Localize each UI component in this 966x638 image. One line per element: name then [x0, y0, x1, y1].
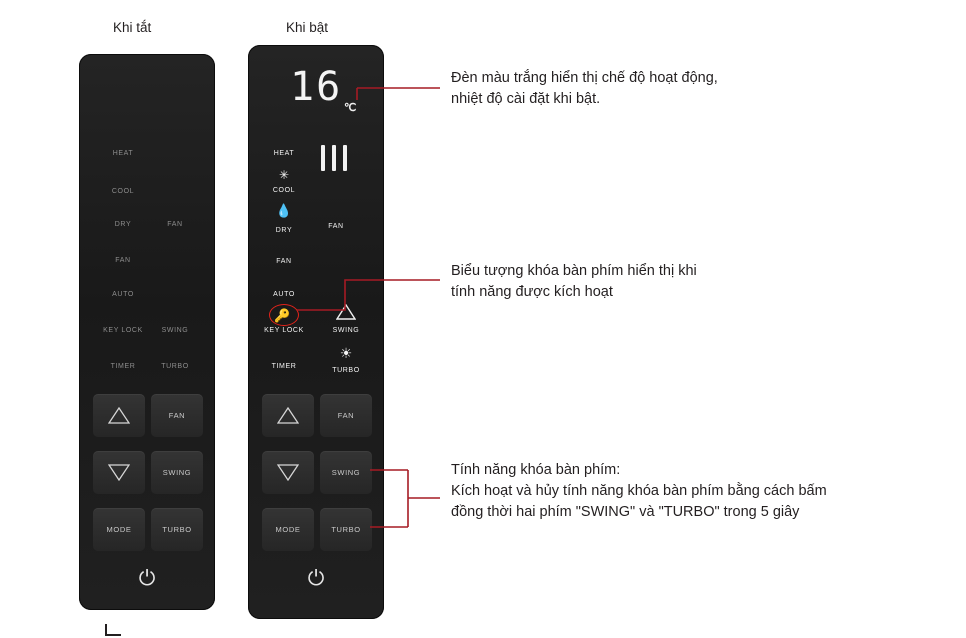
annotation-note-1-line-1: Đèn màu trắng hiển thị chế độ hoạt động,: [451, 70, 718, 86]
annotation-note-2-line-2: tính năng được kích hoạt: [451, 284, 613, 300]
indicator-label-cool: COOL: [111, 188, 135, 195]
fan-speed-bars-icon: [321, 145, 347, 171]
indicator-label-turbo-on: TURBO: [332, 367, 360, 374]
key-icon: 🔑: [274, 308, 291, 323]
annotation-note-3-line-2: Kích hoạt và hủy tính năng khóa bàn phím bằng cách bấm: [451, 483, 827, 499]
annotation-note-3: [451, 460, 827, 523]
indicator-label-key-lock-on: KEY LOCK: [264, 327, 304, 334]
key-up-off[interactable]: [93, 394, 145, 437]
indicator-label-cool-on: COOL: [272, 187, 296, 194]
annotation-note-1: [451, 68, 718, 110]
caption-remote-off: Khi tắt: [113, 20, 152, 35]
indicator-label-turbo: TURBO: [161, 363, 189, 370]
triangle-up-icon: [108, 407, 130, 424]
snowflake-icon: ✳: [278, 168, 290, 182]
remote-control-off: [79, 54, 215, 610]
water-drop-icon: 💧: [275, 203, 293, 218]
indicator-label-swing: SWING: [161, 327, 189, 334]
triangle-down-icon: [108, 464, 130, 481]
power-icon-on[interactable]: ⏻: [307, 567, 325, 590]
triangle-down-icon: [277, 464, 299, 481]
indicator-label-key-lock: KEY LOCK: [103, 327, 143, 334]
key-up-on[interactable]: [262, 394, 314, 437]
power-icon-off[interactable]: ⏻: [138, 567, 156, 590]
turbo-sun-icon: ☀: [339, 345, 353, 361]
key-turbo-on[interactable]: TURBO: [320, 508, 372, 551]
key-lock-highlight-ring: [269, 304, 299, 326]
key-down-off[interactable]: [93, 451, 145, 494]
indicator-label-swing-on: SWING: [332, 327, 360, 334]
triangle-up-icon: [277, 407, 299, 424]
remote-control-on: [248, 45, 384, 619]
key-mode-on[interactable]: MODE: [262, 508, 314, 551]
annotation-note-2: [451, 261, 697, 303]
swing-triangle-icon: [336, 304, 356, 320]
key-mode-off[interactable]: MODE: [93, 508, 145, 551]
indicator-label-heat-on: HEAT: [273, 150, 295, 157]
key-down-on[interactable]: [262, 451, 314, 494]
indicator-label-heat: HEAT: [112, 150, 134, 157]
annotation-note-2-line-1: Biểu tượng khóa bàn phím hiển thị khi: [451, 263, 697, 279]
key-swing-off[interactable]: SWING: [151, 451, 203, 494]
key-fan-on[interactable]: FAN: [320, 394, 372, 437]
indicator-label-timer-on: TIMER: [271, 363, 297, 370]
indicator-label-auto: AUTO: [112, 291, 134, 298]
temperature-value: 16: [290, 64, 343, 110]
display-panel-on: [248, 45, 384, 163]
indicator-label-auto-on: AUTO: [273, 291, 295, 298]
indicator-label-fan: FAN: [115, 257, 131, 264]
key-swing-on[interactable]: SWING: [320, 451, 372, 494]
indicator-label-timer: TIMER: [110, 363, 136, 370]
key-turbo-off[interactable]: TURBO: [151, 508, 203, 551]
annotation-note-3-line-1: Tính năng khóa bàn phím:: [451, 462, 621, 478]
indicator-label-dry-on: DRY: [275, 227, 293, 234]
annotation-note-1-line-2: nhiệt độ cài đặt khi bật.: [451, 91, 601, 107]
indicator-label-fan-right-on: FAN: [328, 223, 344, 230]
indicator-label-fan-on: FAN: [276, 258, 292, 265]
temperature-unit: ℃: [344, 102, 357, 114]
caption-remote-on: Khi bật: [286, 20, 329, 35]
key-fan-off[interactable]: FAN: [151, 394, 203, 437]
indicator-label-dry: DRY: [114, 221, 132, 228]
indicator-label-fan-right: FAN: [167, 221, 183, 228]
annotation-note-3-line-3: đồng thời hai phím "SWING" và "TURBO" trong 5 giây: [451, 504, 800, 520]
corner-mark: [105, 624, 121, 636]
